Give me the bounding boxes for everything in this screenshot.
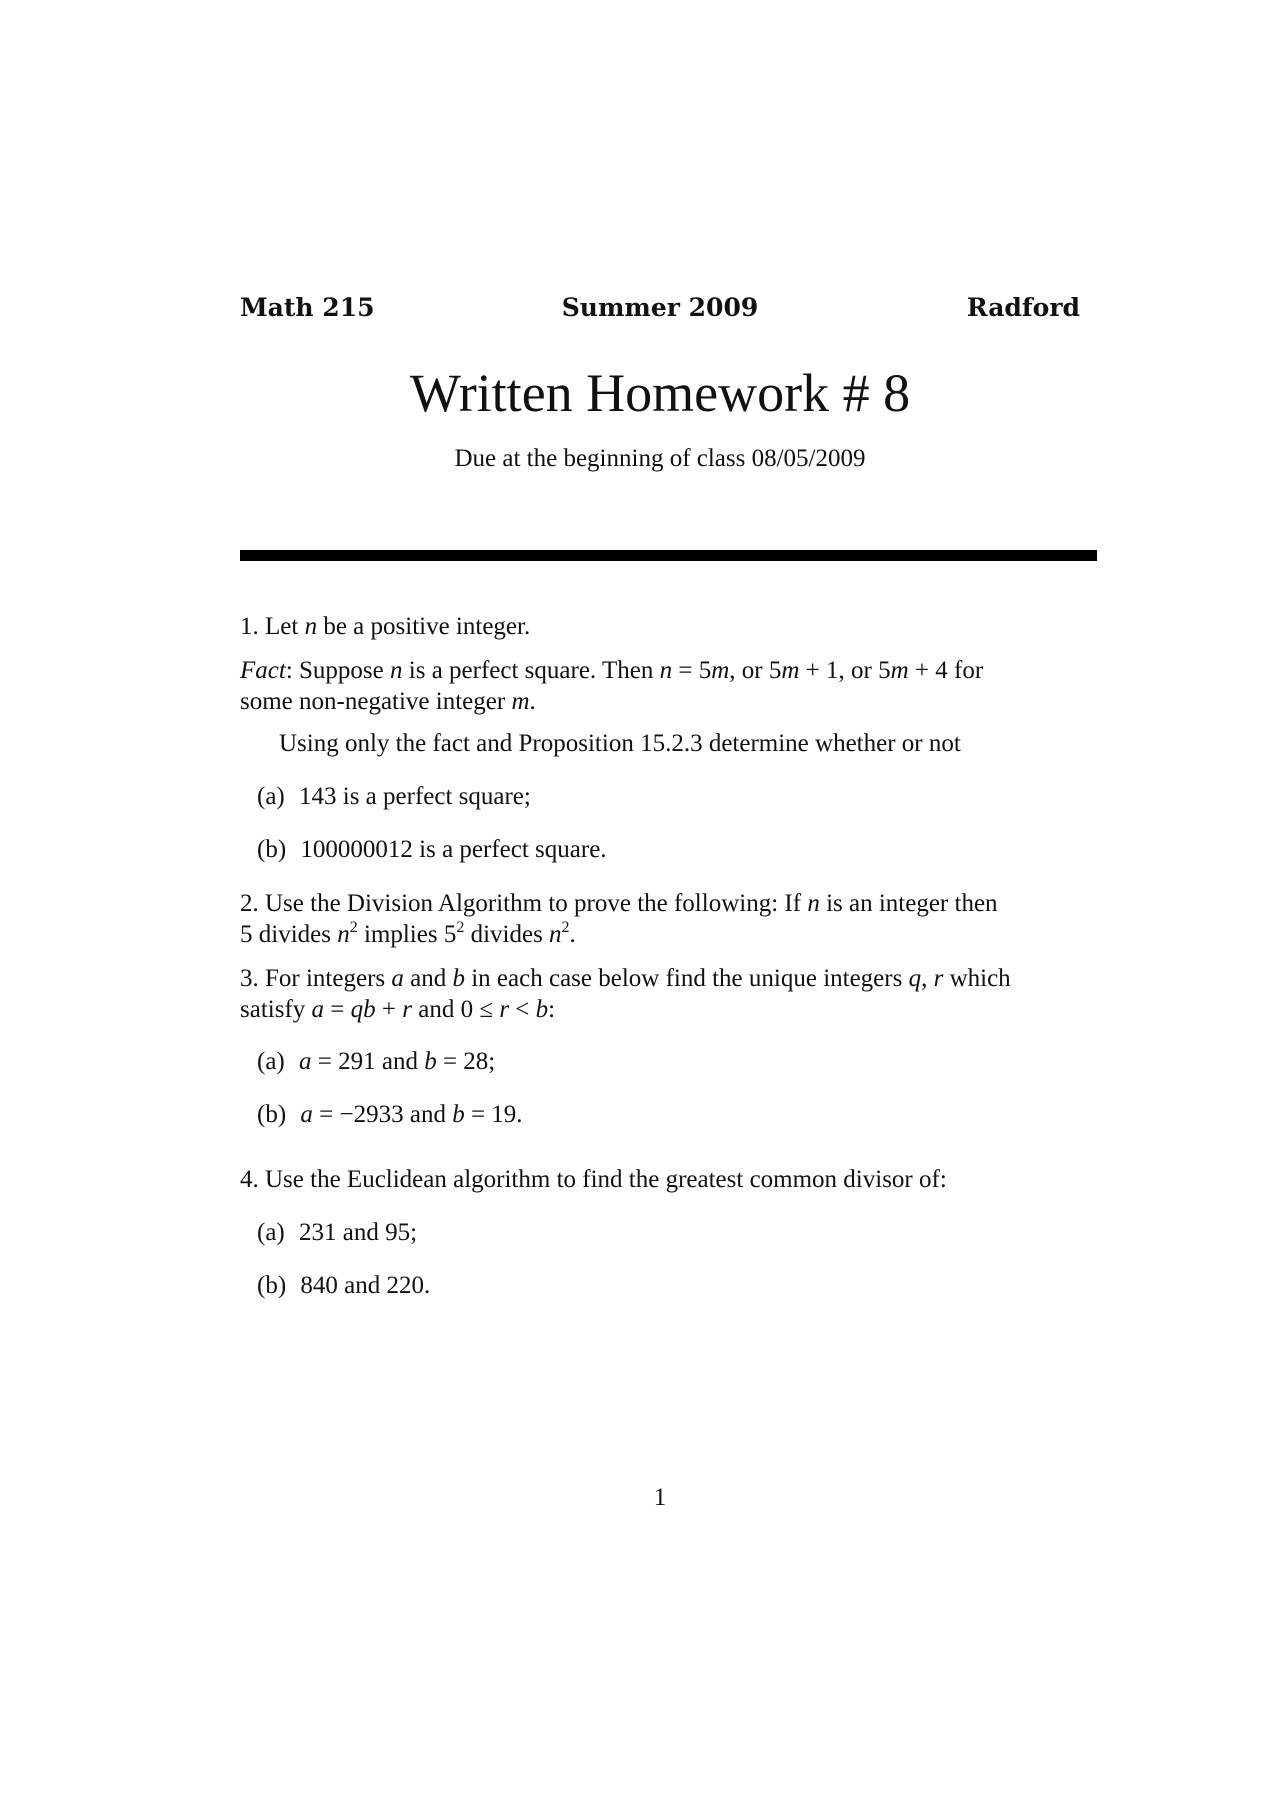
problem-2-line-1: 2. Use the Division Algorithm to prove the following: If n is an integer then <box>240 890 998 917</box>
header-row <box>240 293 1080 327</box>
due-date: Due at the beginning of class 08/05/2009 <box>454 445 866 472</box>
problem-1-fact-line-1: Fact: Suppose n is a perfect square. Then n = 5m, or 5m + 1, or 5m + 4 for <box>240 657 984 684</box>
problem-1-part-a: (a) 143 is a perfect square; <box>257 783 531 810</box>
problem-3-part-a: (a) a = 291 and b = 28; <box>257 1048 496 1075</box>
problem-1-intro: 1. Let n be a positive integer. <box>240 613 531 640</box>
horizontal-rule <box>240 550 1097 561</box>
page-number: 1 <box>653 1484 667 1511</box>
problem-3-part-b: (b) a = −2933 and b = 19. <box>257 1101 523 1128</box>
page-title: Written Homework # 8 <box>409 363 911 423</box>
problem-3-line-2: satisfy a = qb + r and 0 ≤ r < b: <box>240 996 556 1023</box>
problem-4-part-b: (b) 840 and 220. <box>257 1272 431 1299</box>
course-name: Math 215 <box>240 293 375 322</box>
instructor-name: Radford <box>966 293 1080 322</box>
problem-1-instruction: Using only the fact and Proposition 15.2.3 determine whether or not <box>279 730 961 757</box>
problem-4-intro: 4. Use the Euclidean algorithm to find the greatest common divisor of: <box>240 1166 947 1193</box>
problem-4-part-a: (a) 231 and 95; <box>257 1219 418 1246</box>
problem-3-line-1: 3. For integers a and b in each case below find the unique integers q, r which <box>240 965 1011 992</box>
problem-2-line-2: 5 divides $n^2$ implies $5^2$ divides $n^2$. <box>240 919 576 948</box>
term: Summer 2009 <box>561 293 759 322</box>
problem-1-part-b: (b) 100000012 is a perfect square. <box>257 836 607 863</box>
problem-1-fact-line-2: some non-negative integer m. <box>240 688 536 715</box>
